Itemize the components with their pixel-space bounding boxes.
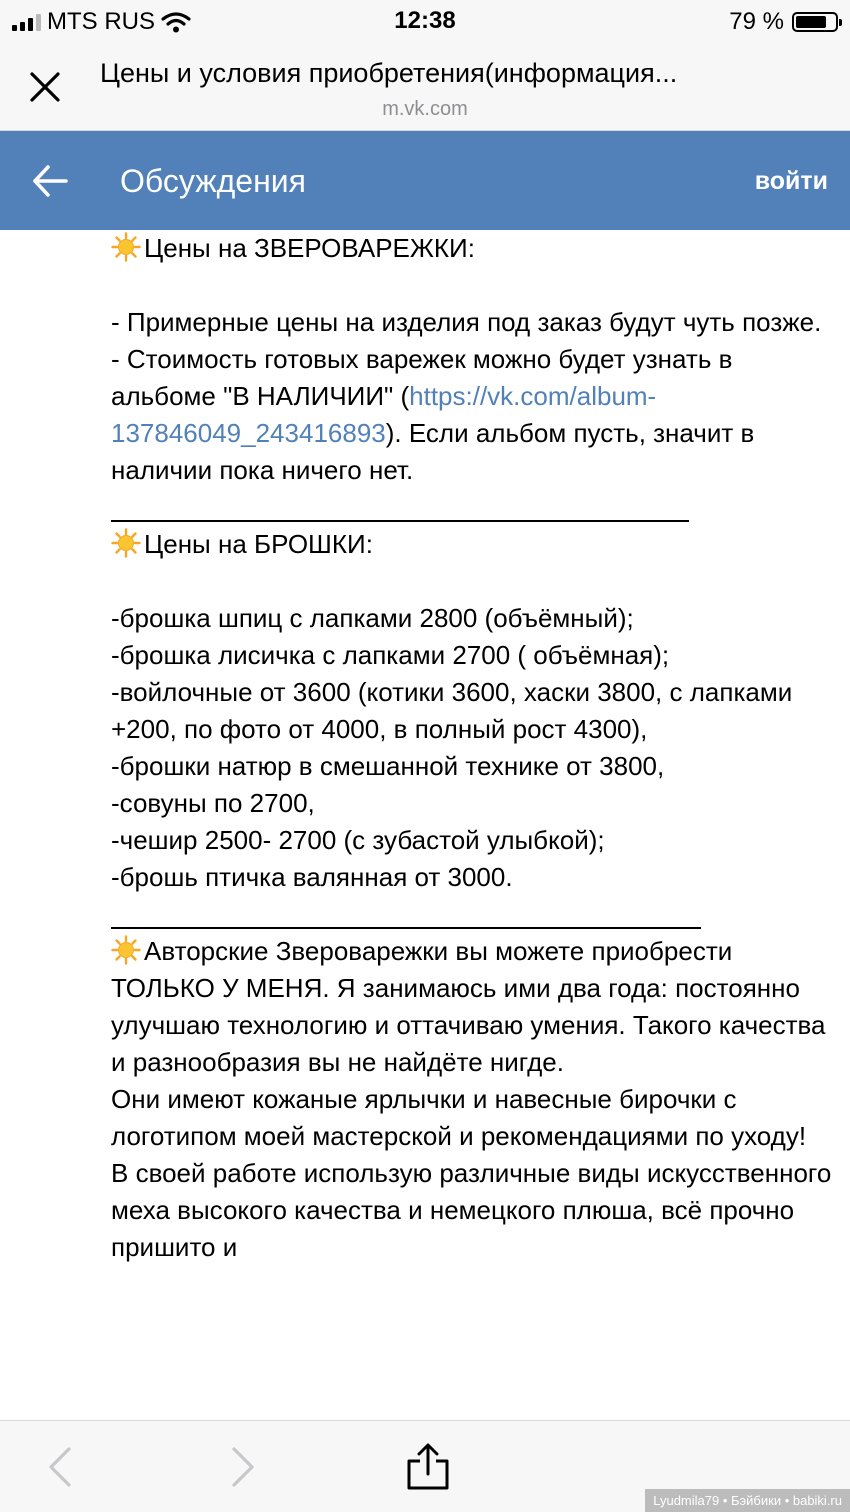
album-link[interactable]: https://vk.com/album-137846049_243416893 bbox=[111, 381, 657, 448]
back-arrow-icon[interactable] bbox=[30, 161, 70, 201]
browser-toolbar bbox=[0, 1420, 850, 1512]
page-title: Обсуждения bbox=[120, 163, 306, 199]
brooch-item: -войлочные от 3600 (котики 3600, хаски 3800, с лапками +200, по фото от 4000, в полный рост 4300), bbox=[111, 677, 793, 744]
mittens-line-2-start: - Стоимость готовых варежек можно будет узнать в альбоме "В НАЛИЧИИ" ( bbox=[111, 344, 733, 411]
sun-emoji-icon bbox=[111, 232, 141, 262]
sun-emoji-icon bbox=[111, 528, 141, 558]
author-paragraph-1: Авторские Звероварежки вы можете приобрести ТОЛЬКО У МЕНЯ. Я занимаюсь ими два года: постоянно улучшаю технологию и оттачиваю умения. Такого качества и разнообразия вы не найдёте нигде. bbox=[111, 936, 826, 1077]
watermark: Lyudmila79 • Бэйбики • babiki.ru bbox=[645, 1489, 850, 1512]
spacer bbox=[111, 563, 841, 600]
brooch-item: -брошь птичка валянная от 3000. bbox=[111, 862, 513, 892]
brooch-item: -чешир 2500- 2700 (с зубастой улыбкой); bbox=[111, 825, 605, 855]
status-bar bbox=[0, 0, 850, 42]
divider bbox=[111, 896, 841, 933]
status-time: 12:38 bbox=[394, 7, 456, 34]
vk-header bbox=[0, 131, 850, 230]
brooch-heading: Цены на БРОШКИ: bbox=[144, 529, 373, 559]
share-icon[interactable] bbox=[405, 1443, 451, 1491]
browser-header bbox=[0, 42, 850, 131]
author-paragraph-2: Они имеют кожаные ярлычки и навесные бирочки с логотипом моей мастерской и рекомендациями по уходу! bbox=[111, 1084, 807, 1151]
author-paragraph-1-line bbox=[111, 933, 841, 1081]
mittens-line-1: - Примерные цены на изделия под заказ будут чуть позже. bbox=[111, 307, 822, 337]
login-button[interactable]: войти bbox=[754, 167, 828, 195]
brooch-item: -брошка шпиц с лапками 2800 (объёмный); bbox=[111, 603, 634, 633]
browser-page-title: Цены и условия приобретения(информация... bbox=[100, 58, 678, 88]
mittens-line-2 bbox=[111, 341, 841, 489]
brooch-item: -брошка лисичка с лапками 2700 ( объёмная); bbox=[111, 640, 670, 670]
brooch-item: -совуны по 2700, bbox=[111, 788, 315, 818]
carrier-label: MTS RUS bbox=[47, 8, 155, 35]
battery-fill bbox=[796, 16, 826, 28]
mittens-heading: Цены на ЗВЕРОВАРЕЖКИ: bbox=[144, 233, 475, 263]
battery-icon bbox=[792, 12, 838, 32]
spacer bbox=[111, 267, 841, 304]
mittens-heading-line bbox=[111, 230, 841, 267]
divider bbox=[111, 489, 841, 526]
brooch-item: -брошки натюр в смешанной технике от 3800, bbox=[111, 751, 665, 781]
post-content bbox=[111, 230, 841, 1420]
battery-percent: 79 % bbox=[729, 8, 784, 35]
browser-domain[interactable]: m.vk.com bbox=[382, 98, 468, 120]
chevron-left-icon[interactable] bbox=[45, 1445, 75, 1489]
status-right bbox=[729, 8, 838, 36]
chevron-right-icon[interactable] bbox=[228, 1445, 258, 1489]
sun-emoji-icon bbox=[111, 935, 141, 965]
mittens-line-2-end: ). Если альбом пусть, значит в наличии пока ничего нет. bbox=[111, 418, 755, 485]
author-paragraph-3: В своей работе использую различные виды искусственного меха высокого качества и немецкого плюша, всё прочно пришито и bbox=[111, 1158, 832, 1262]
brooch-heading-line bbox=[111, 526, 841, 563]
